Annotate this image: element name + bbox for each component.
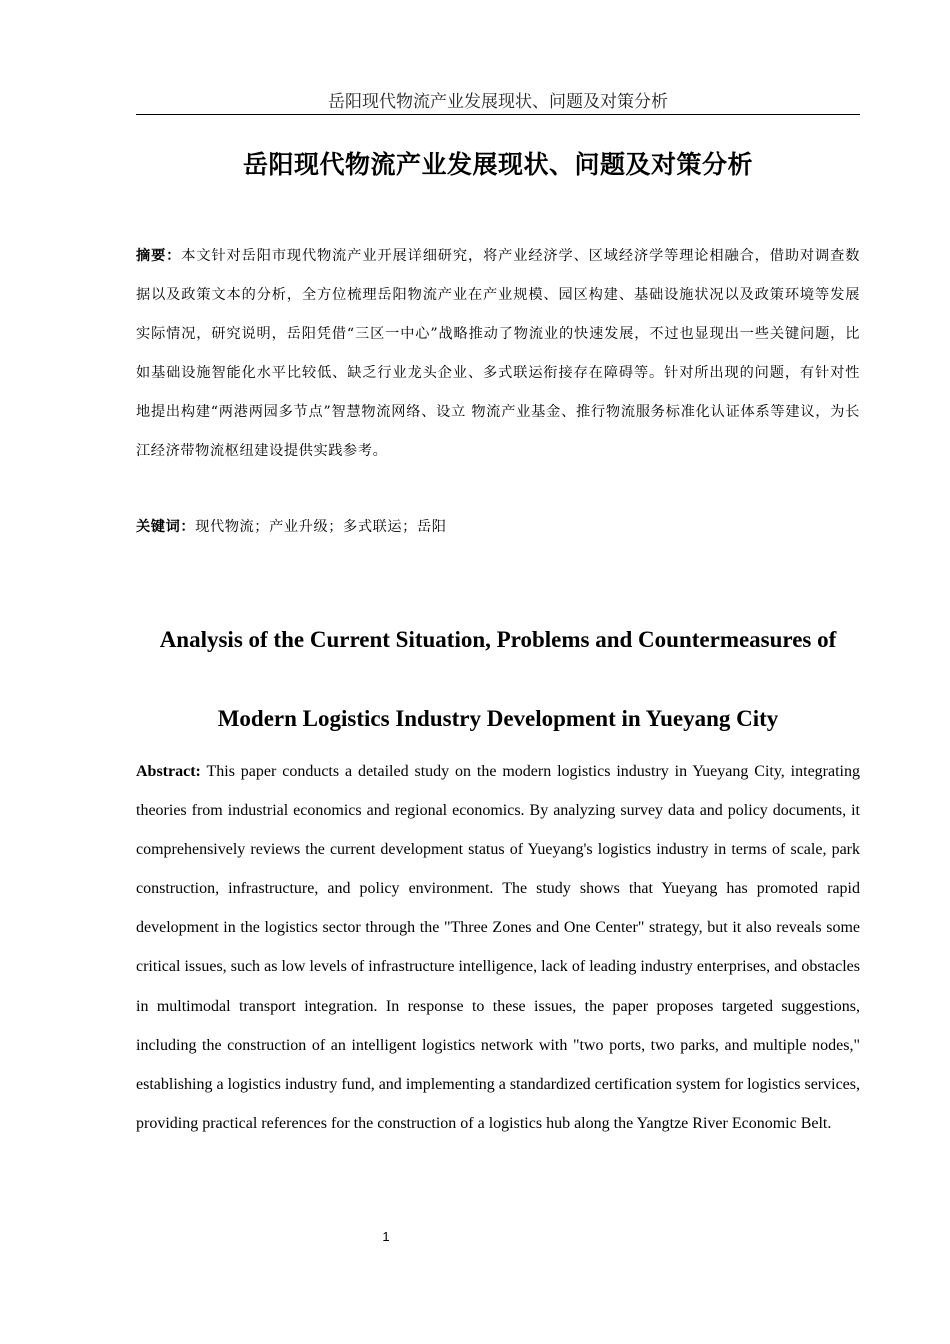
header-rule xyxy=(136,114,860,115)
chinese-keywords-label: 关键词： xyxy=(136,519,196,535)
chinese-abstract xyxy=(136,237,860,471)
page-number: 1 xyxy=(382,1229,390,1244)
chinese-abstract-label: 摘要： xyxy=(136,248,182,264)
chinese-title: 岳阳现代物流产业发展现状、问题及对策分析 xyxy=(242,150,753,179)
chinese-keywords-text: 现代物流；产业升级；多式联运；岳阳 xyxy=(195,519,447,535)
english-abstract-text: This paper conducts a detailed study on the modern logistics industry in Yueyang City, integrating theories from industrial economics and regional economics. By analyzing survey data and policy documents, it comprehensively reviews the current development status of Yueyang's logistics industry in terms of scale, park construction, infrastructure, and policy environment. The study shows that Yueyang has promoted rapid development in the logistics sector through the "Three Zones and One Center" strategy, but it also reveals some critical issues, such as low levels of infrastructure intelligence, lack of leading industry enterprises, and obstacles in multimodal transport integration. In response to these issues, the paper proposes targeted suggestions, including the construction of an intelligent logistics network with "two ports, two parks, and multiple nodes," establishing a logistics industry fund, and implementing a standardized certification system for logistics services, providing practical references for the construction of a logistics hub along the Yangtze River Economic Belt. xyxy=(136,763,860,1132)
english-abstract-label: Abstract: xyxy=(136,763,201,780)
english-title-line1: Analysis of the Current Situation, Problems and Countermeasures of xyxy=(159,627,837,652)
english-title-line2: Modern Logistics Industry Development in Yueyang City xyxy=(217,706,779,731)
running-header: 岳阳现代物流产业发展现状、问题及对策分析 xyxy=(328,92,668,112)
chinese-keywords xyxy=(136,510,860,544)
chinese-abstract-text: 本文针对岳阳市现代物流产业开展详细研究，将产业经济学、区域经济学等理论相融合，借助对调查数据以及政策文本的分析，全方位梳理岳阳物流产业在产业规模、园区构建、基础设施状况以及政策环境等发展实际情况，研究说明，岳阳凭借“三区一中心”战略推动了物流业的快速发展，不过也显现出一些关键问题，比如基础设施智能化水平比较低、缺乏行业龙头企业、多式联运衔接存在障碍等。针对所出现的问题，有针对性地提出构建“两港两园多节点”智慧物流网络、设立 物流产业基金、推行物流服务标准化认证体系等建议，为长江经济带物流枢纽建设提供实践参考。 xyxy=(136,248,860,459)
english-abstract xyxy=(136,752,860,1143)
